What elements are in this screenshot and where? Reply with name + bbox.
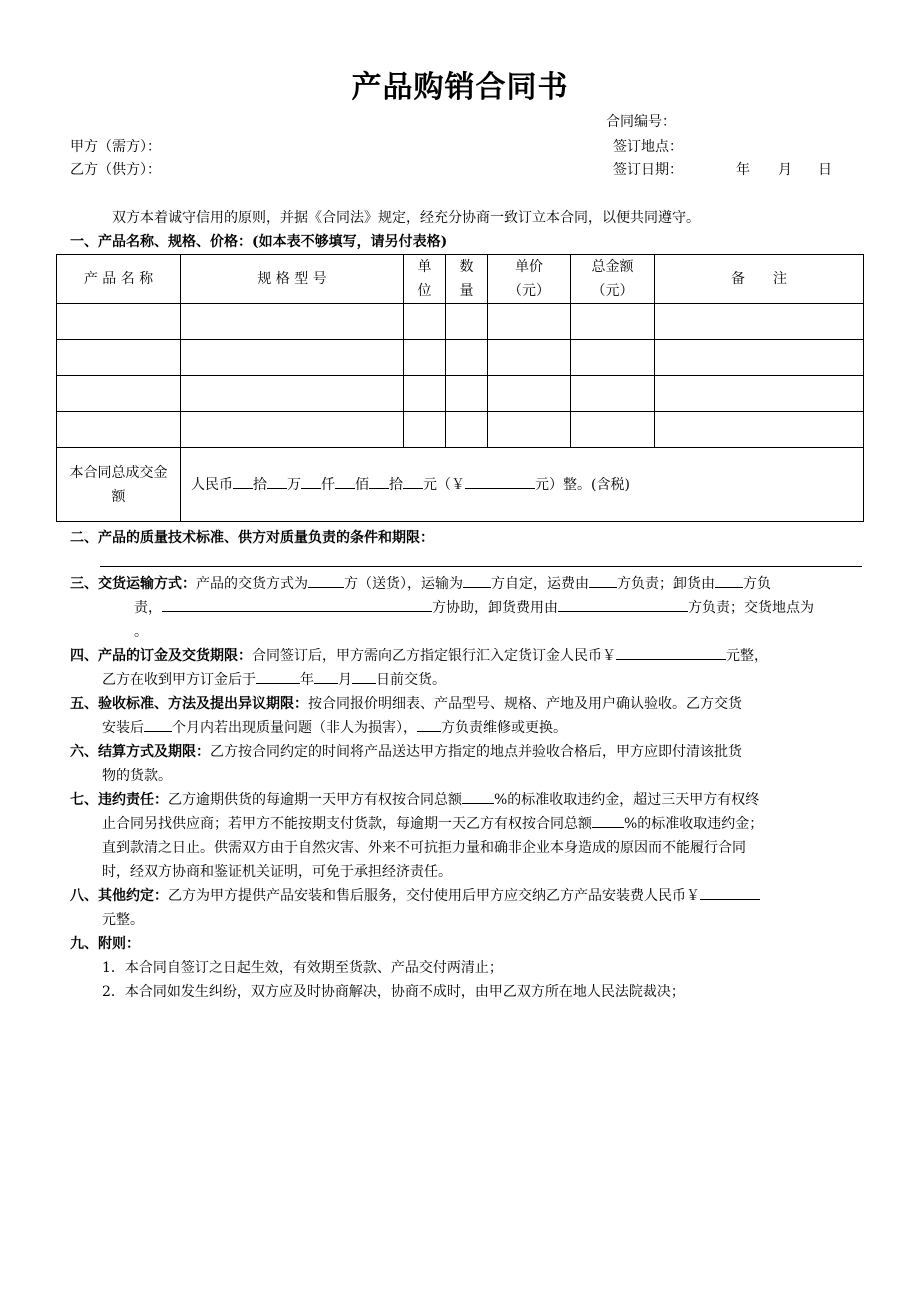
section6: 六、结算方式及期限：乙方按合同约定的时间将产品送达甲方指定的地点并验收合格后，甲方应即付清该批货 物的货款。 [70, 744, 742, 784]
cell[interactable] [404, 304, 446, 340]
section9-title: 九、附则： [70, 936, 140, 952]
cell[interactable] [181, 376, 404, 412]
section2-blank-line[interactable] [100, 566, 862, 567]
cell[interactable] [655, 340, 864, 376]
list-item: 2．本合同如发生纠纷，双方应及时协商解决，协商不成时，由甲乙双方所在地人民法院裁决； [102, 984, 685, 1000]
cell[interactable] [655, 412, 864, 448]
table-row [57, 340, 864, 376]
product-table [56, 254, 864, 522]
cell[interactable] [655, 304, 864, 340]
total-label: 本合同总成交金额 [57, 448, 181, 522]
blank[interactable] [256, 669, 300, 684]
section8: 八、其他约定：乙方为甲方提供产品安装和售后服务，交付使用后甲方应交纳乙方产品安装费人民币￥ 元整。 [70, 884, 870, 932]
party-a-label: 甲方（需方）： [70, 139, 161, 155]
section2-title: 二、产品的质量技术标准、供方对质量负责的条件和期限： [70, 530, 434, 546]
blank[interactable] [463, 573, 491, 588]
sign-date-day: 日 [818, 162, 832, 178]
blank[interactable] [589, 573, 617, 588]
section8-title: 八、其他约定： [70, 888, 168, 904]
blank[interactable] [558, 597, 688, 612]
blank-wan[interactable] [267, 474, 287, 489]
list-item: 1．本合同自签订之日起生效，有效期至货款、产品交付两清止； [102, 960, 503, 976]
cell[interactable] [488, 340, 571, 376]
cell[interactable] [404, 340, 446, 376]
blank[interactable] [592, 813, 624, 828]
unit-bai: 佰 [355, 476, 369, 493]
section4: 四、产品的订金及交货期限：合同签订后，甲方需向乙方指定银行汇入定货订金人民币￥ 元整， 乙方在收到甲方订金后于 年 月 日前交货。 [70, 644, 870, 692]
unit-shi: 拾 [253, 476, 267, 493]
blank[interactable] [616, 645, 726, 660]
section7-title: 七、违约责任： [70, 792, 168, 808]
section5-title: 五、验收标准、方法及提出异议期限： [70, 696, 308, 712]
blank-shi[interactable] [369, 474, 389, 489]
header-unit: 单位 [404, 255, 446, 304]
cell[interactable] [404, 412, 446, 448]
section9 [70, 932, 870, 1004]
cell[interactable] [655, 376, 864, 412]
blank-yuan[interactable] [403, 474, 423, 489]
sign-date-label: 签订日期： [613, 162, 683, 178]
cell[interactable] [57, 376, 181, 412]
table-total-row [57, 448, 864, 522]
section3-title: 三、交货运输方式： [70, 576, 196, 592]
cell[interactable] [488, 376, 571, 412]
blank[interactable] [417, 717, 441, 732]
cell[interactable] [57, 304, 181, 340]
page-title: 产品购销合同书 [351, 70, 569, 105]
contract-no-label: 合同编号： [606, 114, 676, 130]
section1-title: 一、产品名称、规格、价格：(如本表不够填写，请另付表格) [70, 234, 448, 250]
section5: 五、验收标准、方法及提出异议期限：按合同报价明细表、产品型号、规格、产地及用户确认验收。乙方交货 安装后 个月内若出现质量问题（非人为损害）， 方负责维修或更换。 [70, 696, 742, 736]
unit-shi2: 拾 [389, 476, 403, 493]
cell[interactable] [571, 304, 655, 340]
blank-qian[interactable] [301, 474, 321, 489]
table-row [57, 376, 864, 412]
sign-date-year: 年 [736, 162, 750, 178]
section7: 七、违约责任：乙方逾期供货的每逾期一天甲方有权按合同总额 %的标准收取违约金，超过三天甲方有权终 止合同另找供应商；若甲方不能按期支付货款，每逾期一天乙方有权按合同总额 %的标准收取违约金； 直到款清之日止。供需双方由于自然灾害、外来不可抗拒力量和确非企业本身造成的原因而不能履行合同 时，经双方协商和鉴证机关证明，可免于承担经济责任。 [70, 788, 870, 884]
header-total-amount: 总金额（元） [571, 255, 655, 304]
section6-title: 六、结算方式及期限： [70, 744, 210, 760]
cell[interactable] [404, 376, 446, 412]
intro-text: 双方本着诚守信用的原则，并据《合同法》规定，经充分协商一致订立本合同，以便共同遵守。 [112, 210, 700, 226]
table-row [57, 412, 864, 448]
header-remarks: 备 注 [655, 255, 864, 304]
blank[interactable] [308, 573, 344, 588]
cell[interactable] [181, 304, 404, 340]
blank[interactable] [462, 789, 494, 804]
cell[interactable] [181, 340, 404, 376]
cell[interactable] [488, 304, 571, 340]
cell[interactable] [57, 340, 181, 376]
total-tail: 元）整。(含税) [535, 476, 630, 493]
party-b-label: 乙方（供方）： [70, 162, 161, 178]
blank-shiwan[interactable] [233, 474, 253, 489]
cell[interactable] [571, 376, 655, 412]
cell[interactable] [446, 412, 488, 448]
header-unit-price: 单价（元） [488, 255, 571, 304]
blank[interactable] [700, 885, 760, 900]
cell[interactable] [571, 412, 655, 448]
rmb-label: 人民币 [191, 476, 233, 493]
cell[interactable] [446, 304, 488, 340]
blank-bai[interactable] [335, 474, 355, 489]
sign-place-label: 签订地点： [613, 139, 683, 155]
header-product-name: 产 品 名 称 [57, 255, 181, 304]
section4-title: 四、产品的订金及交货期限： [70, 648, 252, 664]
cell[interactable] [488, 412, 571, 448]
unit-wan: 万 [287, 476, 301, 493]
blank[interactable] [715, 573, 743, 588]
header-spec-model: 规 格 型 号 [181, 255, 404, 304]
cell[interactable] [571, 340, 655, 376]
cell[interactable] [446, 376, 488, 412]
total-amount-cell [181, 448, 864, 522]
blank[interactable] [144, 717, 172, 732]
cell[interactable] [446, 340, 488, 376]
section3: 三、交货运输方式：产品的交货方式为 方（送货），运输为 方自定，运费由 方负责；卸货由 方负 责， 方协助，卸货费用由 方负责；交货地点为 。 [70, 572, 870, 644]
blank[interactable] [352, 669, 376, 684]
cell[interactable] [181, 412, 404, 448]
table-row [57, 304, 864, 340]
unit-qian: 仟 [321, 476, 335, 493]
blank[interactable] [162, 597, 432, 612]
unit-yuan: 元（￥ [423, 476, 465, 493]
blank-yen-amount[interactable] [465, 474, 535, 489]
table-header-row [57, 255, 864, 304]
blank[interactable] [314, 669, 338, 684]
header-quantity: 数量 [446, 255, 488, 304]
sign-date-month: 月 [778, 162, 792, 178]
cell[interactable] [57, 412, 181, 448]
